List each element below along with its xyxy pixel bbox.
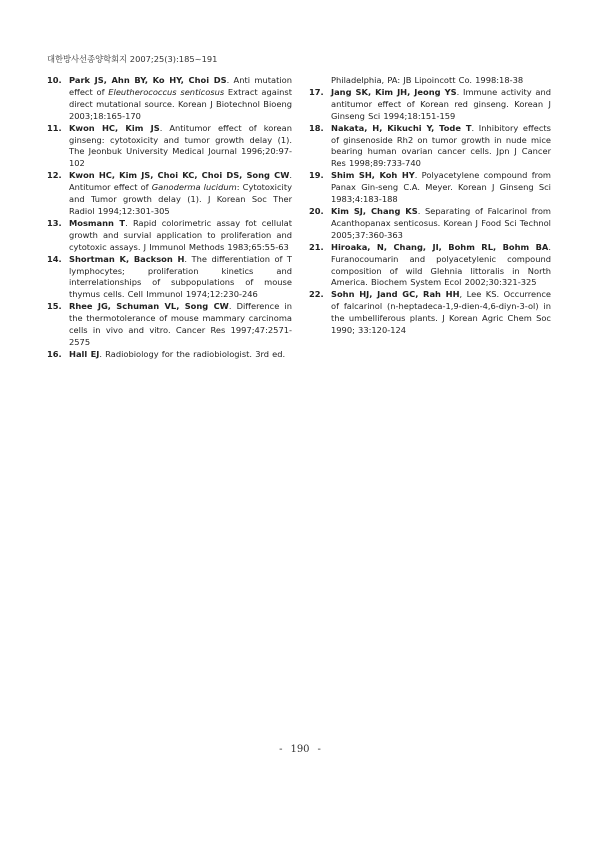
reference-item <box>47 123 292 171</box>
reference-number: 20. <box>309 205 324 216</box>
reference-text <box>331 242 551 290</box>
reference-text <box>69 218 292 254</box>
reference-text <box>69 75 292 123</box>
reference-text: Philadelphia, PA: JB Lipoincott Co. 1998:18-38 <box>331 75 524 85</box>
reference-number: 22. <box>309 289 324 300</box>
reference-number: 11. <box>47 122 62 133</box>
reference-item <box>47 218 292 254</box>
reference-continuation <box>309 75 551 87</box>
reference-number <box>309 75 331 87</box>
reference-text <box>69 170 292 218</box>
reference-item <box>309 87 551 123</box>
reference-item <box>309 123 551 171</box>
reference-body: . Anti mutation effect of <box>69 75 292 97</box>
reference-number: 14. <box>47 253 62 264</box>
reference-number: 13. <box>47 217 62 228</box>
page-footer <box>0 744 600 755</box>
reference-item <box>309 170 551 206</box>
reference-authors: Hall EJ <box>69 348 100 359</box>
reference-italic: Ganoderma lucidum <box>151 182 237 193</box>
reference-text <box>69 349 292 361</box>
reference-italic: Eleutherococcus senticosus <box>108 86 225 97</box>
reference-authors: Kim SJ, Chang KS <box>331 205 418 216</box>
reference-body: . Radiobiology for the radiobiologist. 3rd ed. <box>99 348 286 359</box>
reference-number: 15. <box>47 301 62 312</box>
reference-item <box>309 242 551 290</box>
reference-body: . Antitumor effect of korean ginseng: cytotoxicity and tumor growth delay (1). The Jeonbuk University Medical Journal 1996;20:97-102 <box>69 122 292 169</box>
reference-item <box>47 349 292 361</box>
reference-number: 18. <box>309 122 324 133</box>
page-number: 190 <box>290 744 310 755</box>
reference-item <box>47 75 292 123</box>
reference-body: . Difference in the thermotolerance of mouse mammary carcinoma cells in vivo and vitro. Cancer Res 1997;47:2571-2575 <box>69 301 292 347</box>
reference-authors: Rhee JG, Schuman VL, Song CW <box>69 301 229 312</box>
reference-authors: Jang SK, Kim JH, Jeong YS <box>331 86 457 97</box>
reference-text <box>331 206 551 242</box>
reference-item <box>47 170 292 218</box>
reference-text <box>331 289 551 337</box>
reference-text <box>331 170 551 206</box>
reference-number: 21. <box>309 241 324 252</box>
reference-item <box>47 254 292 302</box>
reference-text <box>69 254 292 302</box>
reference-number: 17. <box>309 86 324 97</box>
reference-authors: Kwon HC, Kim JS <box>69 122 160 133</box>
footer-dash-right: - <box>317 744 321 755</box>
reference-authors: Park JS, Ahn BY, Ko HY, Choi DS <box>69 75 227 85</box>
reference-body: . Immune activity and antitumor effect of Korean red ginseng. Korean J Ginseng Sci 1994;18:151-159 <box>331 86 551 121</box>
reference-body-tail: : Cytotoxicity and Tumor growth delay (1). J Korean Soc Ther Radiol 1994;12:301-305 <box>69 182 293 216</box>
reference-text <box>331 123 551 171</box>
reference-authors: Shim SH, Koh HY <box>331 170 415 181</box>
reference-number: 16. <box>47 348 62 359</box>
reference-body: . Antitumor effect of <box>69 170 292 193</box>
reference-text <box>69 123 292 171</box>
references-left-column <box>47 75 292 361</box>
reference-authors: Kwon HC, Kim JS, Choi KC, Choi DS, Song CW <box>69 170 290 181</box>
reference-authors: Mosmann T <box>69 217 126 228</box>
reference-authors: Sohn HJ, Jand GC, Rah HH <box>331 289 460 300</box>
reference-body-tail: Extract against direct mutational source. Korean J Biotechnol Bioeng 2003;18:165-170 <box>69 86 292 121</box>
reference-authors: Hiroaka, N, Chang, JI, Bohm RL, Bohm BA <box>331 241 549 252</box>
reference-body: . Furanocoumarin and polyacetylenic compound composition of wild Glehnia littoralis in North America. Biochem System Ecol 2002;30:321-325 <box>331 241 551 288</box>
footer-dash-left: - <box>279 744 283 755</box>
reference-text <box>69 301 292 349</box>
reference-body: , Lee KS. Occurrence of falcarinol (n-heptadeca-1,9-dien-4,6-diyn-3-ol) in the umbelliferous plants. J Korean Agric Chem Soc 1990; 33:120-124 <box>331 289 551 336</box>
reference-item <box>47 301 292 349</box>
reference-item <box>309 206 551 242</box>
reference-body: . Polyacetylene compound from Panax Gin-seng C.A. Meyer. Korean J Ginseng Sci 1983;4:183-188 <box>331 170 551 205</box>
reference-body: . Inhibitory effects of ginsenoside Rh2 on tumor growth in nude mice bearing human ovarian cancer cells. Jpn J Cancer Res 1998;89:733-740 <box>331 122 551 169</box>
reference-number: 12. <box>47 170 62 181</box>
reference-authors: Nakata, H, Kikuchi Y, Tode T <box>331 122 472 133</box>
reference-number: 10. <box>47 75 62 85</box>
references-right-column <box>309 75 551 337</box>
reference-text <box>331 87 551 123</box>
reference-item <box>309 289 551 337</box>
reference-number: 19. <box>309 170 324 181</box>
reference-body: . Rapid colorimetric assay fot cellulat growth and survial application to proliferation and cytotoxic assays. J Immunol Methods 1983;65:55-63 <box>69 217 292 252</box>
reference-body: . The differentiation of T lymphocytes; proliferation kinetics and interrelationships of subpopulations of mouse thymus cells. Cell Immunol 1974;12:230-246 <box>69 253 292 300</box>
reference-authors: Shortman K, Backson H <box>69 253 185 264</box>
reference-body: . Separating of Falcarinol from Acanthopanax senticosus. Korean J Food Sci Technol 2005;37:360-363 <box>331 205 551 240</box>
running-header: 대한방사선종양학회지 2007;25(3):185~191 <box>47 54 218 64</box>
